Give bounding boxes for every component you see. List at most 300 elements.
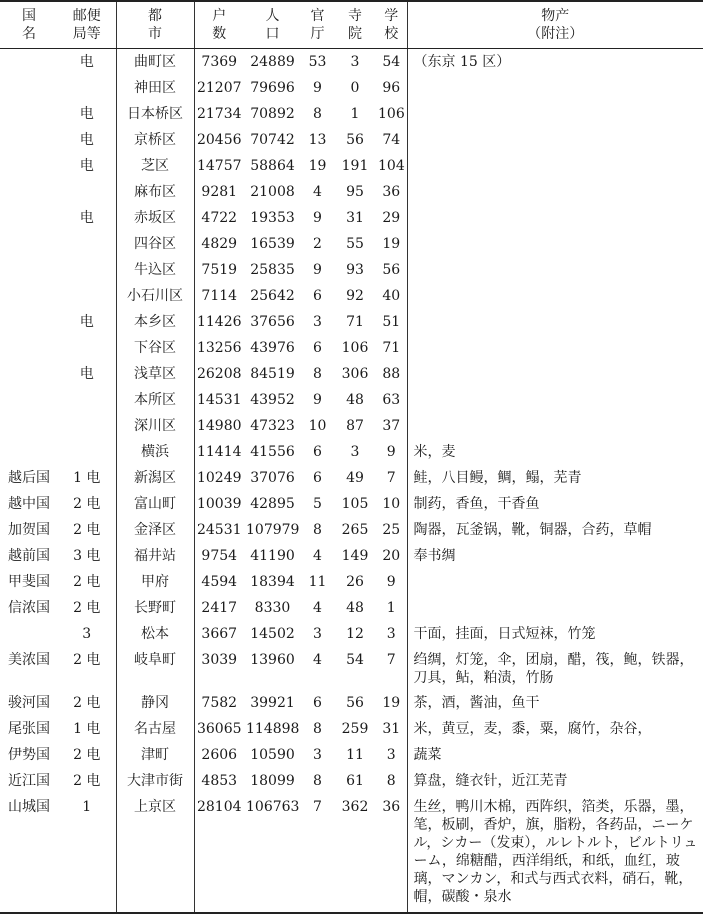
cell-population: 106763 bbox=[244, 794, 301, 913]
cell-products-notes: 制药，香鱼，干香鱼 bbox=[407, 491, 703, 517]
cell-households: 13256 bbox=[194, 335, 244, 361]
cell-city: 日本桥区 bbox=[116, 101, 194, 127]
cell-population: 70892 bbox=[250, 105, 295, 122]
table-row bbox=[0, 179, 703, 205]
cell-post-office-grade: 2 电 bbox=[73, 599, 101, 616]
cell-city: 长野町 bbox=[116, 595, 194, 621]
cell-government-offices: 3 bbox=[313, 625, 322, 642]
cell-population: 19353 bbox=[250, 209, 295, 226]
cell-households: 7582 bbox=[194, 690, 244, 716]
cell-province bbox=[0, 153, 58, 179]
cell-households: 36065 bbox=[194, 716, 244, 742]
cell-products-notes: 生丝，鸭川木棉，西阵织，箔类，乐器，墨，笔，板刷，香炉，旗，脂粉，各药品，ニーケル，シカー（发束），ルレトルト，ビルトリューム，绵糖醋，西洋绢纸，和纸，血红，玻璃，マンカン，和式与西式衣料，硝石，靴，帽，碳酸・泉水 bbox=[407, 794, 703, 913]
cell-population: 18099 bbox=[250, 772, 295, 789]
cell-post-office-grade: 1 电 bbox=[73, 720, 101, 737]
cell-government-offices: 6 bbox=[313, 339, 322, 356]
cell-households: 4853 bbox=[194, 768, 244, 794]
cell-post-office-grade: 2 电 bbox=[73, 772, 101, 789]
cell-products-notes: 蔬菜 bbox=[407, 742, 703, 768]
cell-temples: 12 bbox=[346, 625, 364, 642]
cell-schools: 25 bbox=[382, 521, 401, 538]
cell-government-offices: 2 bbox=[313, 235, 322, 252]
cell-temples: 306 bbox=[341, 365, 369, 382]
cell-population: 37076 bbox=[250, 469, 295, 486]
cell-products-notes bbox=[407, 257, 703, 283]
cell-government-offices: 6 bbox=[313, 287, 322, 304]
cell-city: 牛込区 bbox=[116, 257, 194, 283]
cell-post-office-grade: 电 bbox=[79, 209, 94, 226]
cell-post-office-grade: 2 电 bbox=[73, 651, 101, 668]
cell-government-offices: 9 bbox=[313, 261, 322, 278]
header-city: 都 市 bbox=[116, 1, 194, 48]
cell-city: 松本 bbox=[116, 621, 194, 647]
cell-province bbox=[0, 335, 58, 361]
cell-government-offices: 4 bbox=[313, 547, 322, 564]
cell-households: 3039 bbox=[194, 647, 244, 690]
cell-temples: 56 bbox=[346, 694, 364, 711]
cell-province: 信浓国 bbox=[8, 599, 50, 616]
cell-province: 山城国 bbox=[0, 794, 58, 913]
cell-households: 28104 bbox=[194, 794, 244, 913]
cell-post-office-grade: 1 bbox=[58, 794, 116, 913]
table-row bbox=[0, 690, 703, 716]
cell-post-office-grade: 2 电 bbox=[73, 495, 101, 512]
cell-population: 25642 bbox=[250, 287, 295, 304]
cell-government-offices: 3 bbox=[313, 746, 322, 763]
table-row bbox=[0, 647, 703, 690]
cell-products-notes bbox=[407, 101, 703, 127]
cell-government-offices: 8 bbox=[313, 365, 322, 382]
cell-city: 富山町 bbox=[116, 491, 194, 517]
cell-products-notes: 干面，挂面，日式短袜，竹笼 bbox=[407, 621, 703, 647]
cell-households: 9754 bbox=[194, 543, 244, 569]
cell-schools: 106 bbox=[378, 105, 405, 122]
cell-post-office-grade bbox=[58, 387, 116, 413]
table-row bbox=[0, 439, 703, 465]
cell-population: 41190 bbox=[250, 547, 295, 564]
cell-households: 14531 bbox=[194, 387, 244, 413]
cell-households: 21207 bbox=[194, 75, 244, 101]
cell-temples: 3 bbox=[350, 443, 360, 460]
cell-temples: 48 bbox=[346, 599, 364, 616]
cell-city: 新潟区 bbox=[116, 465, 194, 491]
cell-post-office-grade bbox=[58, 257, 116, 283]
cell-temples: 93 bbox=[346, 261, 364, 278]
cell-city: 横浜 bbox=[116, 439, 194, 465]
cell-temples: 55 bbox=[346, 235, 364, 252]
cell-city: 神田区 bbox=[116, 75, 194, 101]
cell-province bbox=[0, 439, 58, 465]
table-row bbox=[0, 543, 703, 569]
cell-products-notes bbox=[407, 127, 703, 153]
header-post-office-grade: 邮便 局等 bbox=[58, 1, 116, 48]
cell-products-notes bbox=[407, 231, 703, 257]
cell-products-notes: 奉书绸 bbox=[407, 543, 703, 569]
cell-city: 芝区 bbox=[116, 153, 194, 179]
table-row bbox=[0, 621, 703, 647]
cell-temples: 1 bbox=[350, 105, 360, 122]
cell-households: 4722 bbox=[194, 205, 244, 231]
cell-schools: 3 bbox=[386, 625, 396, 642]
header-population: 人 口 bbox=[244, 1, 301, 48]
cell-temples: 48 bbox=[346, 391, 364, 408]
cell-government-offices: 9 bbox=[313, 209, 322, 226]
cell-households: 2417 bbox=[194, 595, 244, 621]
cell-government-offices: 6 bbox=[313, 694, 322, 711]
cell-province bbox=[0, 361, 58, 387]
cell-province bbox=[0, 75, 58, 101]
table-row bbox=[0, 48, 703, 75]
cell-population: 18394 bbox=[250, 573, 295, 590]
cell-government-offices: 9 bbox=[313, 79, 322, 96]
header-products-notes: 物产 （附注） bbox=[407, 1, 703, 48]
cell-post-office-grade: 2 电 bbox=[73, 746, 101, 763]
cell-schools: 54 bbox=[382, 53, 401, 70]
cell-temples: 191 bbox=[341, 157, 369, 174]
table-row bbox=[0, 75, 703, 101]
cell-temples: 265 bbox=[341, 521, 369, 538]
cell-post-office-grade: 电 bbox=[79, 157, 94, 174]
cell-schools: 51 bbox=[382, 313, 401, 330]
cell-schools: 71 bbox=[382, 339, 401, 356]
cell-schools: 8 bbox=[386, 772, 396, 789]
cell-schools: 9 bbox=[386, 573, 396, 590]
cell-schools: 96 bbox=[382, 79, 401, 96]
cell-households: 11414 bbox=[194, 439, 244, 465]
cell-temples: 149 bbox=[341, 547, 369, 564]
cell-temples: 95 bbox=[346, 183, 364, 200]
cell-post-office-grade: 2 电 bbox=[73, 573, 101, 590]
cell-schools: 40 bbox=[382, 287, 401, 304]
cell-products-notes: （东京 15 区） bbox=[407, 48, 703, 75]
cell-post-office-grade bbox=[58, 75, 116, 101]
cell-government-offices: 8 bbox=[313, 772, 322, 789]
cell-population: 114898 bbox=[246, 720, 300, 737]
cell-city: 本乡区 bbox=[116, 309, 194, 335]
cell-schools: 37 bbox=[382, 417, 401, 434]
header-row bbox=[0, 1, 703, 48]
cell-city: 浅草区 bbox=[116, 361, 194, 387]
cell-population: 14502 bbox=[250, 625, 295, 642]
cell-population: 24889 bbox=[250, 53, 295, 70]
cell-province bbox=[0, 127, 58, 153]
cell-province: 越后国 bbox=[8, 469, 50, 486]
cell-population: 21008 bbox=[250, 183, 295, 200]
cell-population: 8330 bbox=[254, 599, 291, 616]
cell-population: 25835 bbox=[250, 261, 295, 278]
cell-households: 9281 bbox=[194, 179, 244, 205]
cell-province bbox=[0, 387, 58, 413]
cell-city: 京桥区 bbox=[116, 127, 194, 153]
cell-post-office-grade: 1 电 bbox=[73, 469, 101, 486]
cell-households: 24531 bbox=[194, 517, 244, 543]
cell-population: 10590 bbox=[250, 746, 295, 763]
cell-products-notes: 算盘，缝衣针，近江芜青 bbox=[407, 768, 703, 794]
table-row bbox=[0, 101, 703, 127]
cell-government-offices: 53 bbox=[308, 53, 327, 70]
cell-schools: 7 bbox=[386, 469, 396, 486]
cell-products-notes: 茶，酒，酱油，鱼干 bbox=[407, 690, 703, 716]
cell-schools: 104 bbox=[378, 157, 405, 174]
cell-post-office-grade bbox=[58, 335, 116, 361]
cell-province bbox=[0, 205, 58, 231]
cell-city: 津町 bbox=[116, 742, 194, 768]
cell-products-notes bbox=[407, 309, 703, 335]
cell-households: 7369 bbox=[194, 48, 244, 75]
cell-households: 10039 bbox=[194, 491, 244, 517]
cell-schools: 36 bbox=[376, 794, 407, 913]
cell-households: 4829 bbox=[194, 231, 244, 257]
cell-population: 13960 bbox=[250, 651, 295, 668]
cell-schools: 20 bbox=[382, 547, 401, 564]
cell-households: 10249 bbox=[194, 465, 244, 491]
table-row bbox=[0, 413, 703, 439]
table-row bbox=[0, 742, 703, 768]
cell-government-offices: 6 bbox=[313, 443, 322, 460]
table-row bbox=[0, 205, 703, 231]
cell-temples: 105 bbox=[341, 495, 369, 512]
cell-government-offices: 3 bbox=[313, 313, 322, 330]
table-row bbox=[0, 716, 703, 742]
cell-temples: 3 bbox=[350, 53, 360, 70]
cell-schools: 56 bbox=[382, 261, 401, 278]
cell-city: 曲町区 bbox=[116, 48, 194, 75]
cell-government-offices: 7 bbox=[301, 794, 334, 913]
cell-schools: 3 bbox=[386, 746, 396, 763]
table-row bbox=[0, 309, 703, 335]
cell-schools: 19 bbox=[382, 694, 401, 711]
cell-schools: 36 bbox=[382, 183, 401, 200]
cell-schools: 29 bbox=[382, 209, 401, 226]
cell-products-notes: 鲑，八目鳗，鲷，鳎，芜青 bbox=[407, 465, 703, 491]
table-row bbox=[0, 387, 703, 413]
cell-temples: 61 bbox=[346, 772, 364, 789]
header-schools: 学 校 bbox=[376, 1, 407, 48]
cell-city: 名古屋 bbox=[116, 716, 194, 742]
cell-government-offices: 10 bbox=[308, 417, 327, 434]
cell-products-notes bbox=[407, 569, 703, 595]
cell-post-office-grade bbox=[58, 283, 116, 309]
cell-province bbox=[0, 231, 58, 257]
cell-temples: 11 bbox=[346, 746, 364, 763]
cell-city: 大津市街 bbox=[116, 768, 194, 794]
cell-government-offices: 19 bbox=[308, 157, 327, 174]
cell-government-offices: 6 bbox=[313, 469, 322, 486]
cell-post-office-grade bbox=[58, 231, 116, 257]
cell-schools: 10 bbox=[382, 495, 401, 512]
cell-province bbox=[0, 309, 58, 335]
cell-temples: 31 bbox=[346, 209, 364, 226]
cell-province bbox=[0, 283, 58, 309]
cell-population: 43976 bbox=[250, 339, 295, 356]
cell-households: 7114 bbox=[194, 283, 244, 309]
cell-households: 7519 bbox=[194, 257, 244, 283]
cell-schools: 9 bbox=[386, 443, 396, 460]
cell-population: 16539 bbox=[250, 235, 295, 252]
table-row bbox=[0, 491, 703, 517]
cell-population: 47323 bbox=[250, 417, 295, 434]
cell-temples: 362 bbox=[334, 794, 376, 913]
cell-post-office-grade: 3 bbox=[82, 625, 92, 642]
cell-government-offices: 8 bbox=[313, 521, 322, 538]
table-row bbox=[0, 335, 703, 361]
cell-province bbox=[0, 621, 58, 647]
cell-households: 4594 bbox=[194, 569, 244, 595]
cell-city: 岐阜町 bbox=[116, 647, 194, 690]
cell-products-notes bbox=[407, 387, 703, 413]
cell-population: 79696 bbox=[250, 79, 295, 96]
header-province: 国 名 bbox=[0, 1, 58, 48]
header-temples: 寺 院 bbox=[334, 1, 376, 48]
cell-province bbox=[0, 179, 58, 205]
cell-temples: 92 bbox=[346, 287, 364, 304]
table-row bbox=[0, 569, 703, 595]
cell-temples: 54 bbox=[346, 651, 364, 668]
cell-products-notes bbox=[407, 283, 703, 309]
cell-government-offices: 8 bbox=[313, 720, 322, 737]
table-row bbox=[0, 257, 703, 283]
cell-post-office-grade: 电 bbox=[79, 365, 94, 382]
cell-households: 14757 bbox=[194, 153, 244, 179]
cell-households: 11426 bbox=[194, 309, 244, 335]
table-row bbox=[0, 283, 703, 309]
cell-households: 26208 bbox=[194, 361, 244, 387]
cell-post-office-grade bbox=[58, 179, 116, 205]
table-row bbox=[0, 231, 703, 257]
cell-city: 赤坂区 bbox=[116, 205, 194, 231]
cell-products-notes: 绉绸，灯笼，伞，团扇，醋，筏，鲍，铁器，刀具，鲇，粕渍，竹肠 bbox=[407, 647, 703, 690]
cell-city: 四谷区 bbox=[116, 231, 194, 257]
table-header bbox=[0, 1, 703, 48]
cell-population: 42895 bbox=[250, 495, 295, 512]
cell-government-offices: 13 bbox=[308, 131, 327, 148]
cell-city: 下谷区 bbox=[116, 335, 194, 361]
cell-city: 甲府 bbox=[116, 569, 194, 595]
cell-products-notes bbox=[407, 205, 703, 231]
cell-schools: 1 bbox=[386, 599, 396, 616]
cell-city: 小石川区 bbox=[116, 283, 194, 309]
cell-government-offices: 9 bbox=[313, 391, 322, 408]
cell-city: 金泽区 bbox=[116, 517, 194, 543]
cell-city: 福井站 bbox=[116, 543, 194, 569]
cell-products-notes bbox=[407, 361, 703, 387]
cell-households: 14980 bbox=[194, 413, 244, 439]
cell-products-notes: 米，麦 bbox=[407, 439, 703, 465]
cell-schools: 88 bbox=[382, 365, 401, 382]
cell-households: 3667 bbox=[194, 621, 244, 647]
cell-temples: 26 bbox=[346, 573, 364, 590]
header-government-offices: 官 厅 bbox=[301, 1, 334, 48]
cell-province: 伊势国 bbox=[8, 746, 50, 763]
cell-city: 麻布区 bbox=[116, 179, 194, 205]
cell-government-offices: 4 bbox=[313, 651, 322, 668]
cell-population: 39921 bbox=[250, 694, 295, 711]
cell-population: 41556 bbox=[250, 443, 295, 460]
cell-temples: 49 bbox=[346, 469, 364, 486]
cell-post-office-grade: 3 电 bbox=[73, 547, 101, 564]
cell-government-offices: 8 bbox=[313, 105, 322, 122]
cell-city: 上京区 bbox=[116, 794, 194, 913]
cell-post-office-grade: 2 电 bbox=[73, 521, 101, 538]
cell-post-office-grade: 电 bbox=[79, 131, 94, 148]
cell-province: 越中国 bbox=[8, 495, 50, 512]
cell-post-office-grade: 电 bbox=[79, 105, 94, 122]
cell-province: 加贺国 bbox=[8, 521, 50, 538]
cell-population: 58864 bbox=[250, 157, 295, 174]
cell-province: 越前国 bbox=[8, 547, 50, 564]
cell-temples: 87 bbox=[346, 417, 364, 434]
cell-population: 84519 bbox=[250, 365, 295, 382]
header-households: 户 数 bbox=[194, 1, 244, 48]
cell-government-offices: 4 bbox=[313, 183, 322, 200]
cell-temples: 259 bbox=[341, 720, 369, 737]
cell-schools: 63 bbox=[382, 391, 401, 408]
cell-government-offices: 11 bbox=[308, 573, 327, 590]
cell-products-notes bbox=[407, 179, 703, 205]
cell-government-offices: 5 bbox=[313, 495, 322, 512]
table-row bbox=[0, 517, 703, 543]
cell-post-office-grade bbox=[58, 439, 116, 465]
cell-province: 骏河国 bbox=[8, 694, 50, 711]
cell-province: 尾张国 bbox=[8, 720, 50, 737]
table-row bbox=[0, 127, 703, 153]
cell-city: 深川区 bbox=[116, 413, 194, 439]
cell-population: 43952 bbox=[250, 391, 295, 408]
table-row bbox=[0, 153, 703, 179]
table-row bbox=[0, 595, 703, 621]
table-row bbox=[0, 361, 703, 387]
cell-products-notes bbox=[407, 413, 703, 439]
cell-schools: 31 bbox=[382, 720, 401, 737]
cell-schools: 7 bbox=[386, 651, 396, 668]
cell-households: 21734 bbox=[194, 101, 244, 127]
cell-products-notes bbox=[407, 153, 703, 179]
cell-city: 静冈 bbox=[116, 690, 194, 716]
cell-province: 美浓国 bbox=[8, 651, 50, 668]
cell-province: 甲斐国 bbox=[8, 573, 50, 590]
cell-products-notes: 米，黄豆，麦，黍，粟，腐竹，杂谷， bbox=[407, 716, 703, 742]
cell-temples: 106 bbox=[341, 339, 369, 356]
cell-government-offices: 4 bbox=[313, 599, 322, 616]
cell-population: 37656 bbox=[250, 313, 295, 330]
cell-province bbox=[0, 257, 58, 283]
cell-temples: 0 bbox=[350, 79, 360, 96]
cell-post-office-grade: 电 bbox=[79, 313, 94, 330]
cell-province bbox=[0, 48, 58, 75]
table-body bbox=[0, 48, 703, 913]
cell-households: 2606 bbox=[194, 742, 244, 768]
cell-post-office-grade: 电 bbox=[79, 53, 94, 70]
cell-temples: 56 bbox=[346, 131, 364, 148]
cell-post-office-grade bbox=[58, 413, 116, 439]
cell-temples: 71 bbox=[346, 313, 364, 330]
cell-products-notes bbox=[407, 595, 703, 621]
cell-province bbox=[0, 101, 58, 127]
table-row bbox=[0, 768, 703, 794]
cell-city: 本所区 bbox=[116, 387, 194, 413]
cell-post-office-grade: 2 电 bbox=[73, 694, 101, 711]
cell-schools: 19 bbox=[382, 235, 401, 252]
cell-province: 近江国 bbox=[8, 772, 50, 789]
cell-province bbox=[0, 413, 58, 439]
cell-schools: 74 bbox=[382, 131, 401, 148]
cell-products-notes bbox=[407, 75, 703, 101]
table-row bbox=[0, 465, 703, 491]
cell-population: 107979 bbox=[246, 521, 300, 538]
cell-products-notes bbox=[407, 335, 703, 361]
cell-population: 70742 bbox=[250, 131, 295, 148]
cell-households: 20456 bbox=[194, 127, 244, 153]
